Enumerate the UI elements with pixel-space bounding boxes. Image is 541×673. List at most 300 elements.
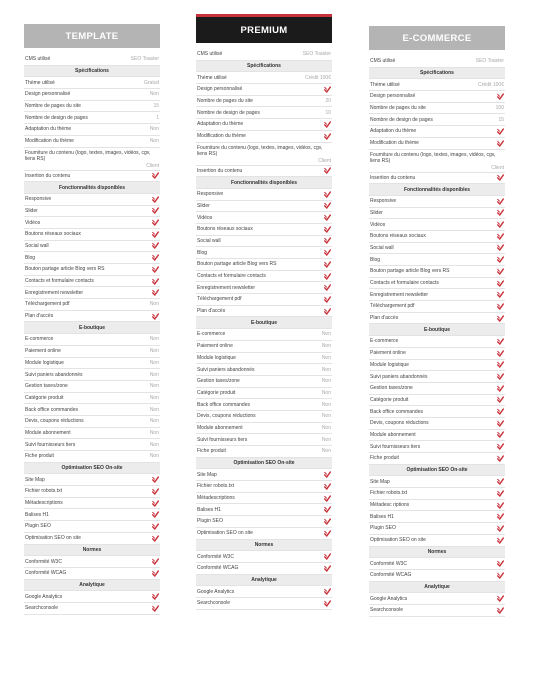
feature-label: Google Analytics bbox=[197, 588, 235, 595]
feature-value: Non bbox=[149, 126, 159, 133]
feature-row bbox=[196, 528, 332, 540]
check-icon bbox=[324, 308, 331, 315]
feature-label: Plugin SEO bbox=[197, 518, 223, 525]
feature-row bbox=[369, 138, 505, 150]
feature-label: Gestion taxes/zone bbox=[25, 383, 68, 390]
feature-label: Insertion du contenu bbox=[25, 172, 71, 179]
section-header: E-boutique bbox=[196, 317, 332, 329]
feature-label: Suivi paniers abandonnés bbox=[25, 371, 83, 378]
feature-row bbox=[196, 563, 332, 575]
feature-row bbox=[369, 535, 505, 547]
feature-label: Bouton partage article Blog vers RS bbox=[25, 266, 105, 273]
feature-label: Back office commandes bbox=[370, 408, 423, 415]
feature-row bbox=[24, 287, 160, 299]
feature-label: Slider bbox=[25, 207, 38, 214]
feature-row bbox=[24, 54, 160, 66]
check-icon bbox=[497, 490, 504, 497]
feature-row bbox=[369, 593, 505, 605]
check-icon bbox=[497, 140, 504, 147]
feature-row bbox=[24, 498, 160, 510]
section-header: Normes bbox=[369, 547, 505, 559]
check-icon bbox=[497, 455, 504, 462]
feature-label: Fiche produit bbox=[197, 448, 226, 455]
feature-value: Non bbox=[149, 91, 159, 98]
feature-row bbox=[196, 329, 332, 341]
feature-row bbox=[24, 358, 160, 370]
feature-row bbox=[196, 84, 332, 96]
feature-row bbox=[369, 126, 505, 138]
feature-label: Module logistique bbox=[370, 361, 409, 368]
feature-value: 100 bbox=[495, 105, 504, 112]
feature-row bbox=[24, 416, 160, 428]
feature-label: E-commerce bbox=[25, 336, 54, 343]
check-icon bbox=[497, 209, 504, 216]
feature-row bbox=[196, 282, 332, 294]
column-title: PREMIUM bbox=[196, 14, 332, 43]
check-icon bbox=[152, 242, 159, 249]
section-header: Optimisation SEO On-site bbox=[24, 463, 160, 475]
feature-label: Modification du thème bbox=[370, 140, 419, 147]
check-icon bbox=[324, 86, 331, 93]
feature-label: Devis, coupons réductions bbox=[370, 420, 429, 427]
feature-label: Paiement online bbox=[25, 348, 61, 355]
check-icon bbox=[152, 570, 159, 577]
feature-value: Crédit 100€ bbox=[478, 81, 504, 88]
check-icon bbox=[497, 478, 504, 485]
feature-row bbox=[24, 217, 160, 229]
feature-row bbox=[369, 500, 505, 512]
check-icon bbox=[497, 93, 504, 100]
feature-row bbox=[369, 103, 505, 115]
feature-label: Suivi paniers abandonnés bbox=[197, 366, 255, 373]
feature-row bbox=[24, 171, 160, 183]
feature-row bbox=[196, 259, 332, 271]
feature-label: Site Map bbox=[197, 471, 217, 478]
feature-row bbox=[196, 434, 332, 446]
check-icon bbox=[152, 254, 159, 261]
check-icon bbox=[497, 350, 504, 357]
check-icon bbox=[324, 249, 331, 256]
check-icon bbox=[497, 420, 504, 427]
section-header: Spécifications bbox=[196, 61, 332, 73]
feature-row bbox=[196, 224, 332, 236]
feature-label: Balises H1 bbox=[197, 506, 221, 513]
feature-label: Design personnalisé bbox=[25, 91, 71, 98]
feature-row bbox=[369, 219, 505, 231]
feature-label: Boutons réseaux sociaux bbox=[197, 226, 253, 233]
check-icon bbox=[152, 266, 159, 273]
feature-row bbox=[369, 406, 505, 418]
section-header: Fonctionnalités disponibles bbox=[369, 184, 505, 196]
check-icon bbox=[324, 600, 331, 607]
feature-row bbox=[196, 388, 332, 400]
feature-label: Nombre de design de pages bbox=[197, 109, 260, 116]
feature-row bbox=[196, 131, 332, 143]
feature-row bbox=[196, 411, 332, 423]
feature-label: Contacts et formulaire contacts bbox=[370, 280, 439, 287]
feature-label: Site Map bbox=[370, 478, 390, 485]
check-icon bbox=[152, 605, 159, 612]
section-header: Optimisation SEO On-site bbox=[369, 465, 505, 477]
feature-label: Fourniture du contenu (logo, textes, images, vidéos, cgv, liens RS) bbox=[197, 144, 323, 157]
feature-list bbox=[369, 56, 505, 617]
check-icon bbox=[497, 572, 504, 579]
check-icon bbox=[324, 471, 331, 478]
feature-label: Thème utilisé bbox=[197, 74, 227, 81]
check-icon bbox=[497, 385, 504, 392]
feature-row bbox=[24, 206, 160, 218]
check-icon bbox=[324, 518, 331, 525]
feature-row bbox=[24, 603, 160, 615]
check-icon bbox=[497, 443, 504, 450]
feature-row bbox=[369, 371, 505, 383]
feature-row bbox=[369, 289, 505, 301]
section-header: Normes bbox=[24, 545, 160, 557]
column-premium bbox=[196, 14, 332, 610]
feature-label: Modification du thème bbox=[25, 138, 74, 145]
feature-row bbox=[24, 334, 160, 346]
feature-value: Non bbox=[321, 413, 331, 420]
check-icon bbox=[497, 373, 504, 380]
feature-value: 20 bbox=[325, 98, 331, 105]
feature-row bbox=[196, 598, 332, 610]
feature-row bbox=[24, 89, 160, 101]
feature-label: Gestion taxes/zone bbox=[197, 378, 240, 385]
check-icon bbox=[152, 558, 159, 565]
feature-label: E-commerce bbox=[197, 331, 226, 338]
feature-value: Non bbox=[149, 371, 159, 378]
feature-label: Adaptation du thème bbox=[25, 126, 72, 133]
feature-row bbox=[24, 369, 160, 381]
feature-row bbox=[196, 399, 332, 411]
column-template bbox=[24, 24, 160, 615]
feature-row bbox=[369, 430, 505, 442]
feature-value: Non bbox=[149, 138, 159, 145]
feature-label: E-commerce bbox=[370, 338, 399, 345]
feature-row bbox=[196, 143, 332, 166]
feature-label: Social wall bbox=[25, 242, 49, 249]
check-icon bbox=[497, 595, 504, 602]
check-icon bbox=[324, 237, 331, 244]
check-icon bbox=[497, 291, 504, 298]
feature-value: Non bbox=[321, 424, 331, 431]
feature-row bbox=[24, 533, 160, 545]
feature-value: Non bbox=[321, 436, 331, 443]
feature-value: Non bbox=[149, 348, 159, 355]
feature-row bbox=[24, 568, 160, 580]
feature-value: Non bbox=[149, 394, 159, 401]
feature-value: Non bbox=[149, 383, 159, 390]
check-icon bbox=[497, 361, 504, 368]
feature-label: Optimisation SEO on site bbox=[25, 535, 81, 542]
feature-row bbox=[369, 266, 505, 278]
feature-row bbox=[369, 605, 505, 617]
feature-value: Non bbox=[321, 378, 331, 385]
feature-row bbox=[196, 212, 332, 224]
feature-label: Back office commandes bbox=[25, 406, 78, 413]
feature-value: Non bbox=[149, 301, 159, 308]
feature-row bbox=[369, 511, 505, 523]
feature-row bbox=[369, 173, 505, 185]
feature-label: Searchconsole bbox=[370, 607, 404, 614]
feature-row bbox=[196, 353, 332, 365]
feature-label: Responsive bbox=[197, 191, 224, 198]
feature-row bbox=[369, 208, 505, 220]
feature-label: Optimisation SEO on site bbox=[370, 537, 426, 544]
section-header: Spécifications bbox=[24, 66, 160, 78]
check-icon bbox=[324, 273, 331, 280]
check-icon bbox=[497, 513, 504, 520]
feature-row bbox=[24, 451, 160, 463]
check-icon bbox=[324, 191, 331, 198]
feature-row bbox=[369, 570, 505, 582]
check-icon bbox=[324, 226, 331, 233]
feature-label: CMS utilisé bbox=[370, 58, 396, 65]
check-icon bbox=[497, 244, 504, 251]
feature-row bbox=[196, 341, 332, 353]
check-icon bbox=[497, 198, 504, 205]
feature-label: Fichier robots.txt bbox=[25, 488, 62, 495]
check-icon bbox=[497, 408, 504, 415]
feature-row bbox=[24, 264, 160, 276]
feature-label: Slider bbox=[370, 209, 383, 216]
check-icon bbox=[152, 593, 159, 600]
feature-value: Non bbox=[149, 359, 159, 366]
feature-row bbox=[369, 231, 505, 243]
feature-label: Catégorie produit bbox=[25, 394, 64, 401]
feature-list bbox=[196, 49, 332, 610]
feature-label: Responsive bbox=[370, 198, 397, 205]
feature-label: Gestion taxes/zone bbox=[370, 385, 413, 392]
feature-label: Back office commandes bbox=[197, 401, 250, 408]
feature-label: Contacts et formulaire contacts bbox=[25, 278, 94, 285]
feature-label: Vidéos bbox=[370, 221, 386, 228]
feature-label: Nombre de pages du site bbox=[197, 98, 253, 105]
check-icon bbox=[324, 588, 331, 595]
feature-label: Design personnalisé bbox=[197, 86, 243, 93]
feature-row bbox=[369, 418, 505, 430]
feature-label: Contacts et formulaire contacts bbox=[197, 273, 266, 280]
feature-row bbox=[196, 586, 332, 598]
check-icon bbox=[152, 278, 159, 285]
feature-row bbox=[24, 136, 160, 148]
feature-row bbox=[369, 79, 505, 91]
feature-row bbox=[24, 393, 160, 405]
feature-label: Conformité WCAG bbox=[370, 572, 412, 579]
check-icon bbox=[497, 560, 504, 567]
feature-value: Non bbox=[149, 429, 159, 436]
feature-value: Non bbox=[149, 418, 159, 425]
check-icon bbox=[497, 396, 504, 403]
feature-row bbox=[24, 556, 160, 568]
check-icon bbox=[324, 530, 331, 537]
feature-row bbox=[24, 299, 160, 311]
feature-label: Enregistrement newsletter bbox=[25, 289, 84, 296]
feature-row bbox=[196, 423, 332, 435]
column-ecommerce bbox=[369, 26, 505, 617]
section-header: E-boutique bbox=[24, 322, 160, 334]
feature-label: Plugin SEO bbox=[25, 523, 51, 530]
section-header: Spécifications bbox=[369, 68, 505, 80]
feature-row bbox=[369, 441, 505, 453]
feature-row bbox=[196, 364, 332, 376]
check-icon bbox=[497, 338, 504, 345]
feature-label: Blog bbox=[25, 254, 36, 261]
feature-row bbox=[24, 112, 160, 124]
feature-label: Conformité WCAG bbox=[25, 570, 67, 577]
feature-label: Blog bbox=[370, 256, 381, 263]
feature-label: Social wall bbox=[197, 237, 221, 244]
check-icon bbox=[324, 565, 331, 572]
feature-label: Conformité W3C bbox=[370, 560, 407, 567]
check-icon bbox=[152, 511, 159, 518]
feature-row bbox=[369, 336, 505, 348]
feature-label: Conformité WCAG bbox=[197, 565, 239, 572]
check-icon bbox=[497, 607, 504, 614]
feature-label: Adaptation du thème bbox=[197, 121, 244, 128]
feature-row bbox=[24, 509, 160, 521]
check-icon bbox=[497, 256, 504, 263]
column-title: TEMPLATE bbox=[24, 24, 160, 48]
feature-label: Métadesc riptions bbox=[370, 502, 410, 509]
feature-label: Responsive bbox=[25, 196, 52, 203]
check-icon bbox=[152, 289, 159, 296]
feature-label: Plan d'accès bbox=[25, 313, 54, 320]
feature-row bbox=[24, 381, 160, 393]
feature-label: Suivi fournisseurs tiers bbox=[197, 436, 248, 443]
feature-label: CMS utilisé bbox=[25, 56, 51, 63]
feature-label: Searchconsole bbox=[197, 600, 231, 607]
feature-label: Module logistique bbox=[197, 354, 236, 361]
feature-label: Balises H1 bbox=[370, 513, 394, 520]
feature-label: Catégorie produit bbox=[370, 396, 409, 403]
feature-value: Client bbox=[318, 157, 331, 164]
feature-label: Fourniture du contenu (logo, textes, images, vidéos, cgv, liens RS) bbox=[370, 151, 496, 164]
section-header: Analytique bbox=[196, 575, 332, 587]
feature-label: Vidéos bbox=[197, 214, 213, 221]
feature-label: Paiement online bbox=[370, 350, 406, 357]
feature-row bbox=[369, 114, 505, 126]
feature-value: Client bbox=[491, 164, 504, 171]
feature-label: Conformité W3C bbox=[197, 553, 234, 560]
check-icon bbox=[152, 172, 159, 179]
feature-row bbox=[24, 346, 160, 358]
feature-row bbox=[369, 196, 505, 208]
check-icon bbox=[152, 500, 159, 507]
feature-row bbox=[369, 278, 505, 290]
feature-label: Blog bbox=[197, 249, 208, 256]
feature-row bbox=[24, 486, 160, 498]
feature-row bbox=[24, 404, 160, 416]
feature-row bbox=[196, 481, 332, 493]
feature-row bbox=[24, 252, 160, 264]
feature-label: Plugin SEO bbox=[370, 525, 396, 532]
feature-row bbox=[369, 558, 505, 570]
feature-row bbox=[196, 294, 332, 306]
check-icon bbox=[497, 303, 504, 310]
feature-row bbox=[369, 150, 505, 173]
feature-value: Gratuit bbox=[143, 79, 159, 86]
feature-row bbox=[24, 474, 160, 486]
feature-label: Fourniture du contenu (logo, textes, images, vidéos, cgv, liens RS) bbox=[25, 149, 151, 162]
check-icon bbox=[497, 525, 504, 532]
feature-row bbox=[196, 189, 332, 201]
section-header: Fonctionnalités disponibles bbox=[24, 182, 160, 194]
feature-value: SEO Toaster bbox=[475, 58, 504, 65]
feature-label: Bouton partage article Blog vers RS bbox=[197, 261, 277, 268]
feature-list bbox=[24, 54, 160, 615]
feature-row bbox=[196, 247, 332, 259]
check-icon bbox=[324, 261, 331, 268]
feature-value: Non bbox=[149, 441, 159, 448]
section-header: Fonctionnalités disponibles bbox=[196, 177, 332, 189]
feature-row bbox=[196, 107, 332, 119]
feature-label: Fiche produit bbox=[370, 455, 399, 462]
feature-value: 15 bbox=[153, 103, 159, 110]
feature-row bbox=[369, 301, 505, 313]
check-icon bbox=[497, 537, 504, 544]
feature-value: Non bbox=[321, 401, 331, 408]
feature-label: Métadescriptions bbox=[25, 500, 63, 507]
check-icon bbox=[152, 488, 159, 495]
feature-value: 10 bbox=[325, 109, 331, 116]
feature-label: Optimisation SEO on site bbox=[197, 530, 253, 537]
feature-label: Fichier robots.txt bbox=[370, 490, 407, 497]
feature-value: Non bbox=[149, 336, 159, 343]
feature-row bbox=[369, 383, 505, 395]
feature-row bbox=[196, 119, 332, 131]
feature-row bbox=[196, 376, 332, 388]
feature-label: Téléchargement pdf bbox=[197, 296, 242, 303]
feature-row bbox=[369, 348, 505, 360]
check-icon bbox=[152, 476, 159, 483]
feature-value: Non bbox=[149, 453, 159, 460]
section-header: E-boutique bbox=[369, 324, 505, 336]
feature-label: Paiement online bbox=[197, 343, 233, 350]
feature-row bbox=[196, 516, 332, 528]
feature-value: Non bbox=[149, 406, 159, 413]
section-header: Normes bbox=[196, 540, 332, 552]
feature-row bbox=[196, 446, 332, 458]
feature-row bbox=[24, 241, 160, 253]
feature-label: CMS utilisé bbox=[197, 51, 223, 58]
feature-row bbox=[196, 306, 332, 318]
feature-row bbox=[369, 395, 505, 407]
feature-value: Crédit 100€ bbox=[305, 74, 331, 81]
feature-label: Vidéos bbox=[25, 219, 41, 226]
check-icon bbox=[497, 502, 504, 509]
check-icon bbox=[152, 207, 159, 214]
feature-value: Non bbox=[321, 343, 331, 350]
feature-row bbox=[196, 469, 332, 481]
check-icon bbox=[497, 315, 504, 322]
feature-row bbox=[24, 439, 160, 451]
check-icon bbox=[497, 174, 504, 181]
feature-row bbox=[369, 313, 505, 325]
feature-value: 15 bbox=[498, 116, 504, 123]
feature-row bbox=[369, 243, 505, 255]
feature-value: Non bbox=[321, 354, 331, 361]
feature-label: Métadescriptions bbox=[197, 495, 235, 502]
check-icon bbox=[324, 495, 331, 502]
feature-value: Non bbox=[321, 331, 331, 338]
feature-label: Module abonnement bbox=[370, 431, 416, 438]
check-icon bbox=[152, 523, 159, 530]
feature-label: Devis, coupons réductions bbox=[197, 413, 256, 420]
feature-label: Module logistique bbox=[25, 359, 64, 366]
feature-row bbox=[369, 360, 505, 372]
feature-label: Module abonnement bbox=[197, 424, 243, 431]
